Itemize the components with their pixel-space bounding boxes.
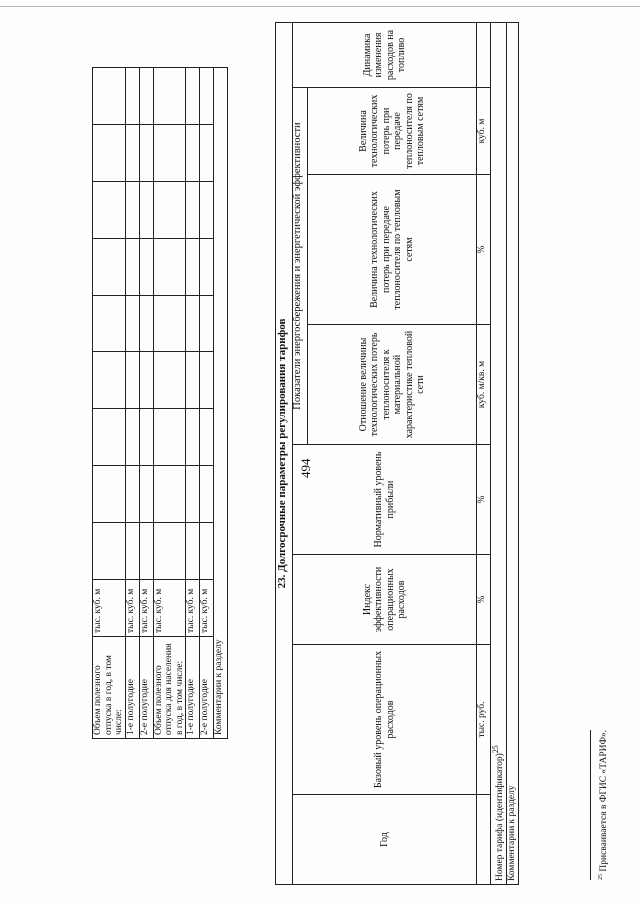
table-row [200, 68, 214, 739]
row-label: 1-е полугодие [125, 637, 139, 739]
row-unit: тыс. куб. м [93, 580, 126, 637]
header-efficiency-index: Индекс эффективности операционных расходов [293, 555, 477, 645]
row-unit: тыс. куб. м [125, 580, 139, 637]
row-label: Объем полезного отпуска в год, в том числе: [93, 637, 126, 739]
header-base-level: Базовый уровень операционных расходов [293, 645, 477, 795]
comments-row: Комментарии к разделу [214, 68, 228, 739]
unit-normative-profit: % [477, 445, 491, 555]
row-label: 1-е полугодие [186, 637, 200, 739]
tariff-number-row [491, 22, 507, 884]
row-label: 2-е полугодие [139, 637, 153, 739]
unit-efficiency-index: % [477, 555, 491, 645]
table-row [186, 68, 200, 739]
row-unit: тыс. куб. м [139, 580, 153, 637]
row-unit: тыс. куб. м [153, 580, 186, 637]
comments-label: Комментарии к разделу [506, 22, 518, 884]
footnote-text: Присваивается в ФГИС «ТАРИФ». [599, 729, 610, 872]
row-unit: тыс. куб. м [200, 580, 214, 637]
row-label: 2-е полугодие [200, 637, 214, 739]
comments-row [506, 22, 518, 884]
header-losses-cubic: Величина технологических потерь при передаче теплоносителя по тепловым сетям [308, 88, 477, 175]
header-fuel-dynamics: Динамика изменения расходов на топливо [293, 22, 477, 87]
table-row [214, 68, 228, 739]
unit-ratio-losses: куб. м/кв. м [477, 325, 491, 445]
unit-losses-cubic: куб. м [477, 88, 491, 175]
unit-base-level: тыс. руб. [477, 645, 491, 795]
table-title: 23. Долгосрочные параметры регулирования тарифов [276, 22, 293, 884]
footnote-rule [590, 730, 591, 880]
table-row [153, 68, 186, 739]
volume-table [92, 67, 228, 739]
footnote [598, 730, 609, 880]
header-losses-percent: Величина технологических потерь при передаче теплоносителя по тепловым сетям [308, 175, 477, 325]
header-ratio-losses: Отношение величины технологических потерь теплоносителя к материальной характеристике тепловой сети [308, 325, 477, 445]
page-number: 494 [298, 458, 313, 478]
row-label: Объем полезного отпуска для населения в год, в том числе: [153, 637, 186, 739]
table-row [93, 68, 126, 739]
unit-losses-percent: % [477, 175, 491, 325]
energy-efficiency-subheader: Показатели энергосбережения и энергетической эффективности [293, 88, 308, 445]
footnote-ref: 25 [491, 745, 500, 754]
table-row [125, 68, 139, 739]
footnote-number: 25 [598, 874, 604, 880]
header-year: Год [293, 795, 477, 885]
tariff-parameters-table [275, 22, 519, 885]
header-normative-profit: Нормативный уровень прибыли [293, 445, 477, 555]
units-row [477, 22, 491, 884]
tariff-number-label: Номер тарифа (идентификатор) [495, 753, 506, 881]
row-unit: тыс. куб. м [186, 580, 200, 637]
table-row [139, 68, 153, 739]
